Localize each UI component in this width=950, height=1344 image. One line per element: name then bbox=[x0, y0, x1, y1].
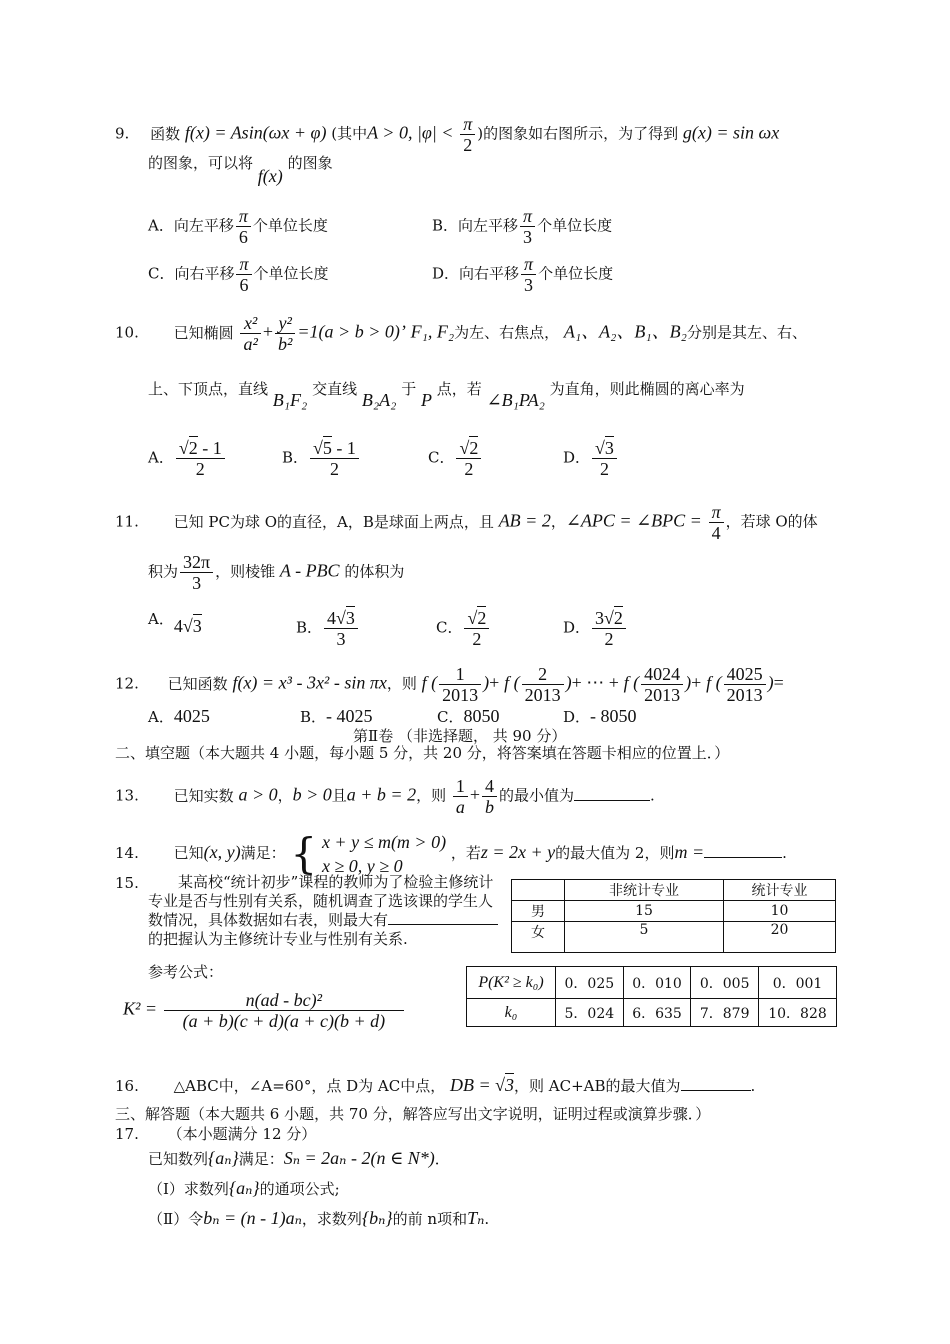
question-10-line-1: 10. 已知椭圆 $\frac{\text{x²}}{\text{a²}}$ + $\frac{\text{y²}}{\text{b²}}$ =1(a > b > 0)’ F₁, F₂为左、右焦点， A₁、A₂、B₁、B₂分别是其左、右、 bbox=[115, 313, 807, 354]
answer-blank[interactable] bbox=[704, 857, 782, 858]
question-10-option-c: C． $\frac{√2}{2}$ bbox=[428, 438, 483, 479]
question-17-header: 17. （本小题满分 12 分） bbox=[115, 1125, 317, 1143]
question-number: 14. bbox=[115, 844, 139, 862]
text: 函数 bbox=[150, 124, 181, 143]
question-13: 13. 已知实数 a > 0，b > 0且a + b = 2，则 $\frac{1}{a}$ + $\frac{4}{b}$ 的最小值为 . bbox=[115, 776, 655, 817]
section-3-heading: 三、解答题（本大题共 6 小题，共 70 分，解答应写出文字说明，证明过程或演算步骤．） bbox=[115, 1105, 711, 1123]
question-10-option-b: B． $\frac{√5 - 1}{2}$ bbox=[282, 438, 361, 479]
question-10-line-2: 上、下顶点，直线 B₁F₂ 交直线 B₂A₂ 于 P 点，若 ∠B₁PA₂ 为直角，则此椭圆的离心率为 bbox=[148, 380, 745, 410]
condition: A > 0, |φ| < bbox=[367, 122, 454, 143]
answer-blank[interactable] bbox=[574, 800, 650, 801]
chi-square-formula: K² = $\frac{\text{n(ad - bc)²}}{(a + b)(c + d)(a + c)(b + d)}$ bbox=[123, 990, 406, 1031]
question-12-option-a: A．4025 bbox=[148, 706, 210, 726]
question-number: 10. bbox=[115, 323, 139, 342]
constraint-1: x + y ≤ m(m > 0) bbox=[321, 832, 447, 852]
question-11-option-a: A．4√3 bbox=[148, 610, 202, 636]
question-number: 12. bbox=[115, 674, 139, 693]
question-9-line-2 bbox=[148, 152, 333, 186]
function-f: f(x) = Asin(ωx + φ) bbox=[184, 122, 327, 143]
question-number: 9. bbox=[115, 124, 130, 143]
question-10-option-d: D． $\frac{√3}{2}$ bbox=[563, 438, 619, 479]
question-15-text: 某高校“统计初步”课程的教师为了检验主修统计专业是否与性别有关系，随机调查了选该课的学生人数情况，具体数据如右表，则最大有的把握认为主修统计专业与性别有关系. bbox=[148, 873, 502, 949]
question-16: 16. △ABC中，∠A=60°，点 D为 AC中点， DB = √3，则 AC+AB的最大值为 . bbox=[115, 1075, 756, 1095]
question-17-part-2: （Ⅱ）令bₙ = (n - 1)aₙ，求数列{bₙ}的前 n项和Tₙ. bbox=[148, 1208, 490, 1228]
question-15-number: 15. bbox=[115, 874, 139, 892]
function-f-short: f(x) bbox=[257, 166, 283, 186]
text: )的图象如右图所示，为了得到 bbox=[477, 124, 679, 143]
question-number: 13. bbox=[115, 786, 139, 805]
system-brace: { bbox=[290, 829, 318, 878]
question-number: 11. bbox=[115, 512, 139, 531]
question-12-option-c: C．8050 bbox=[437, 706, 500, 726]
question-number: 16. bbox=[115, 1077, 139, 1095]
question-11-option-c: C． $\frac{√2}{2}$ bbox=[436, 608, 491, 649]
section-2-heading: 二、填空题（本大题共 4 小题，每小题 5 分，共 20 分，将答案填在答题卡相应的位置上．） bbox=[115, 744, 730, 762]
gender-major-table: 非统计专业 统计专业 男 15 10 女 5 20 bbox=[511, 879, 836, 953]
question-11-option-b: B． $\frac{4√3}{3}$ bbox=[296, 608, 360, 649]
question-9-option-b: B．向左平移 $\frac{\pi}{3}$ 个单位长度 bbox=[432, 206, 613, 247]
critical-value-table: P(K² ≥ k₀) 0．025 0．010 0．005 0．001 k₀ 5．024 6．635 7．879 10．828 bbox=[466, 966, 837, 1027]
question-14: 14. 已知(x, y)满足： { x + y ≤ m(m > 0) x ≥ 0, y ≥ 0 ，若z = 2x + y的最大值为 2，则m = . bbox=[115, 829, 787, 878]
function-g: g(x) = sin ωx bbox=[682, 122, 780, 143]
answer-blank[interactable] bbox=[388, 924, 498, 925]
fraction-pi-2: $\frac{\pi}{2}$ bbox=[460, 114, 475, 155]
question-9-option-a: A．向左平移 $\frac{\pi}{6}$ 个单位长度 bbox=[148, 206, 328, 247]
text: (其中 bbox=[331, 124, 368, 143]
text: 的图象，可以将 bbox=[148, 154, 254, 172]
question-10-option-a: A． $\frac{√2 - 1}{2}$ bbox=[148, 438, 227, 479]
text: 的图象 bbox=[287, 154, 333, 172]
question-9-line-1 bbox=[115, 114, 779, 155]
question-11-line-2: 积为 $\frac{32\pi}{3}$ ，则棱锥 A - PBC 的体积为 bbox=[148, 552, 405, 593]
question-12-option-d: D．- 8050 bbox=[563, 706, 637, 726]
question-17-part-1: （Ⅰ）求数列{aₙ}的通项公式; bbox=[148, 1178, 340, 1198]
question-9-option-c: C．向右平移 $\frac{\pi}{6}$ 个单位长度 bbox=[148, 254, 329, 295]
question-17-stem: 已知数列{aₙ}满足：Sₙ = 2aₙ - 2(n ∈ N*)． bbox=[148, 1148, 450, 1168]
question-9-option-d: D．向右平移 $\frac{\pi}{3}$ 个单位长度 bbox=[432, 254, 614, 295]
question-11-option-d: D． $\frac{3√2}{2}$ bbox=[563, 608, 628, 649]
question-12-option-b: B．- 4025 bbox=[300, 706, 373, 726]
constraint-2: x ≥ 0, y ≥ 0 bbox=[321, 856, 403, 876]
question-number: 17. bbox=[115, 1125, 139, 1143]
answer-blank[interactable] bbox=[681, 1090, 751, 1091]
part-2-title: 第Ⅱ卷 （非选择题， 共 90 分） bbox=[353, 727, 567, 745]
question-12-line-1: 12. 已知函数 f(x) = x³ - 3x² - sin πx，则 f ( $\frac{1}{2013}$ )+ f ( $\frac{2}{2013}$ )+ ⋯ + f ( $\frac{4024}{2013}$ )+ f ( $\frac{4025}{2013}$ )= bbox=[115, 664, 784, 705]
reference-formula-label: 参考公式： bbox=[148, 963, 224, 981]
question-11-line-1: 11. 已知 PC为球 O的直径，A，B是球面上两点，且 AB = 2，∠APC = ∠BPC = $\frac{\pi}{4}$ ，若球 O的体 bbox=[115, 502, 818, 543]
